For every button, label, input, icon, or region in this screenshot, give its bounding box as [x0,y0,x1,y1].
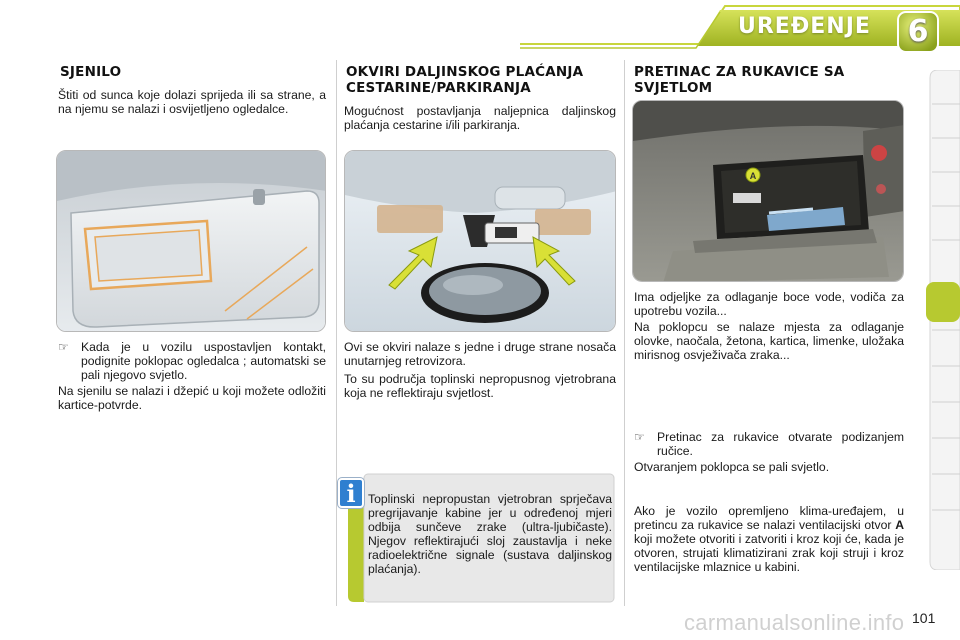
glovebox-text-1: Ima odjeljke za odlaganje boce vode, vodiča za upotrebu vozila... [634,290,904,318]
sunvisor-illustration [56,150,326,332]
glovebox-bullet-text: Pretinac za rukavice otvarate podizanjem ručice. [657,430,904,458]
glovebox-text-3: Otvaranjem poklopca se pali svjetlo. [634,460,830,474]
column-divider [624,60,625,606]
section-title-toll-frames: OKVIRI DALJINSKOG PLAĆANJA CESTARINE/PARKIRANJA [346,64,584,96]
toll-frames-text-1: Ovi se okviri nalaze s jedne i druge strane nosača unutarnjeg retrovizora. [344,340,616,368]
sunvisor-bullet-text: Kada je u vozilu uspostavljen kontakt, podignite poklopac ogledalca ; automatski se pali njegovo svjetlo. [81,340,326,382]
glovebox-text-4 [634,504,904,574]
toll-frames-intro: Mogućnost postavljanja naljepnica daljinskog plaćanja cestarine i/ili parkiranja. [344,104,616,132]
info-icon: i [338,478,364,508]
section-title-sunvisor: SJENILO [60,64,122,80]
column-divider [336,60,337,606]
sunvisor-intro: Štiti od sunca koje dolazi sprijeda ili sa strane, a na njemu se nalazi i osvijetljeno ogledalce. [58,88,326,116]
glovebox-illustration [632,100,904,282]
page-number: 101 [912,610,936,626]
glovebox-text-2: Na poklopcu se nalaze mjesta za odlaganje olovke, naočala, žetona, kartica, limenke, uložaka mirisnog osvježivača zraka... [634,320,904,362]
chapter-number: 6 [907,14,929,49]
glovebox-text-4-pre: Ako je vozilo opremljeno klima-uređajem, u pretincu za rukavice se nalazi ventilacijski otvor [634,504,904,532]
info-text: Toplinski nepropustan vjetrobran sprječava pregrijavanje kabine jer u određenoj mjeri odbija sunčeve zrake (ultra-ljubičaste). Njegov reflektirajući sloj zaustavlja i neke radioelektrične signale (sustava daljinskog plaćanja). [368,492,612,576]
pointing-hand-icon: ☞ [634,430,645,444]
glovebox-text-4-post: koji možete otvoriti i zatvoriti i kroz koji će, kada je otvoren, strujati klimatizirani zrak koji struji i kroz ventilacijske mlaznice u kabini. [634,532,904,574]
toll-frames-text-2: To su područja toplinski nepropusnog vjetrobrana koja ne reflektiraju svjetlost. [344,372,616,400]
chapter-title: UREĐENJE [738,14,871,39]
toll-frames-illustration [344,150,616,332]
watermark: carmanualsonline.info [684,610,905,635]
vent-label: A [749,171,757,181]
glovebox-bullet [634,430,904,458]
pointing-hand-icon: ☞ [58,340,69,354]
sunvisor-bullet [58,340,326,382]
section-title-glovebox: PRETINAC ZA RUKAVICE SA SVJETLOM [634,64,845,96]
sunvisor-note: Na sjenilu se nalazi i džepić u koji možete odložiti kartice-potvrde. [58,384,326,412]
vent-reference: A [895,518,904,532]
chapter-tabs[interactable] [926,70,960,570]
